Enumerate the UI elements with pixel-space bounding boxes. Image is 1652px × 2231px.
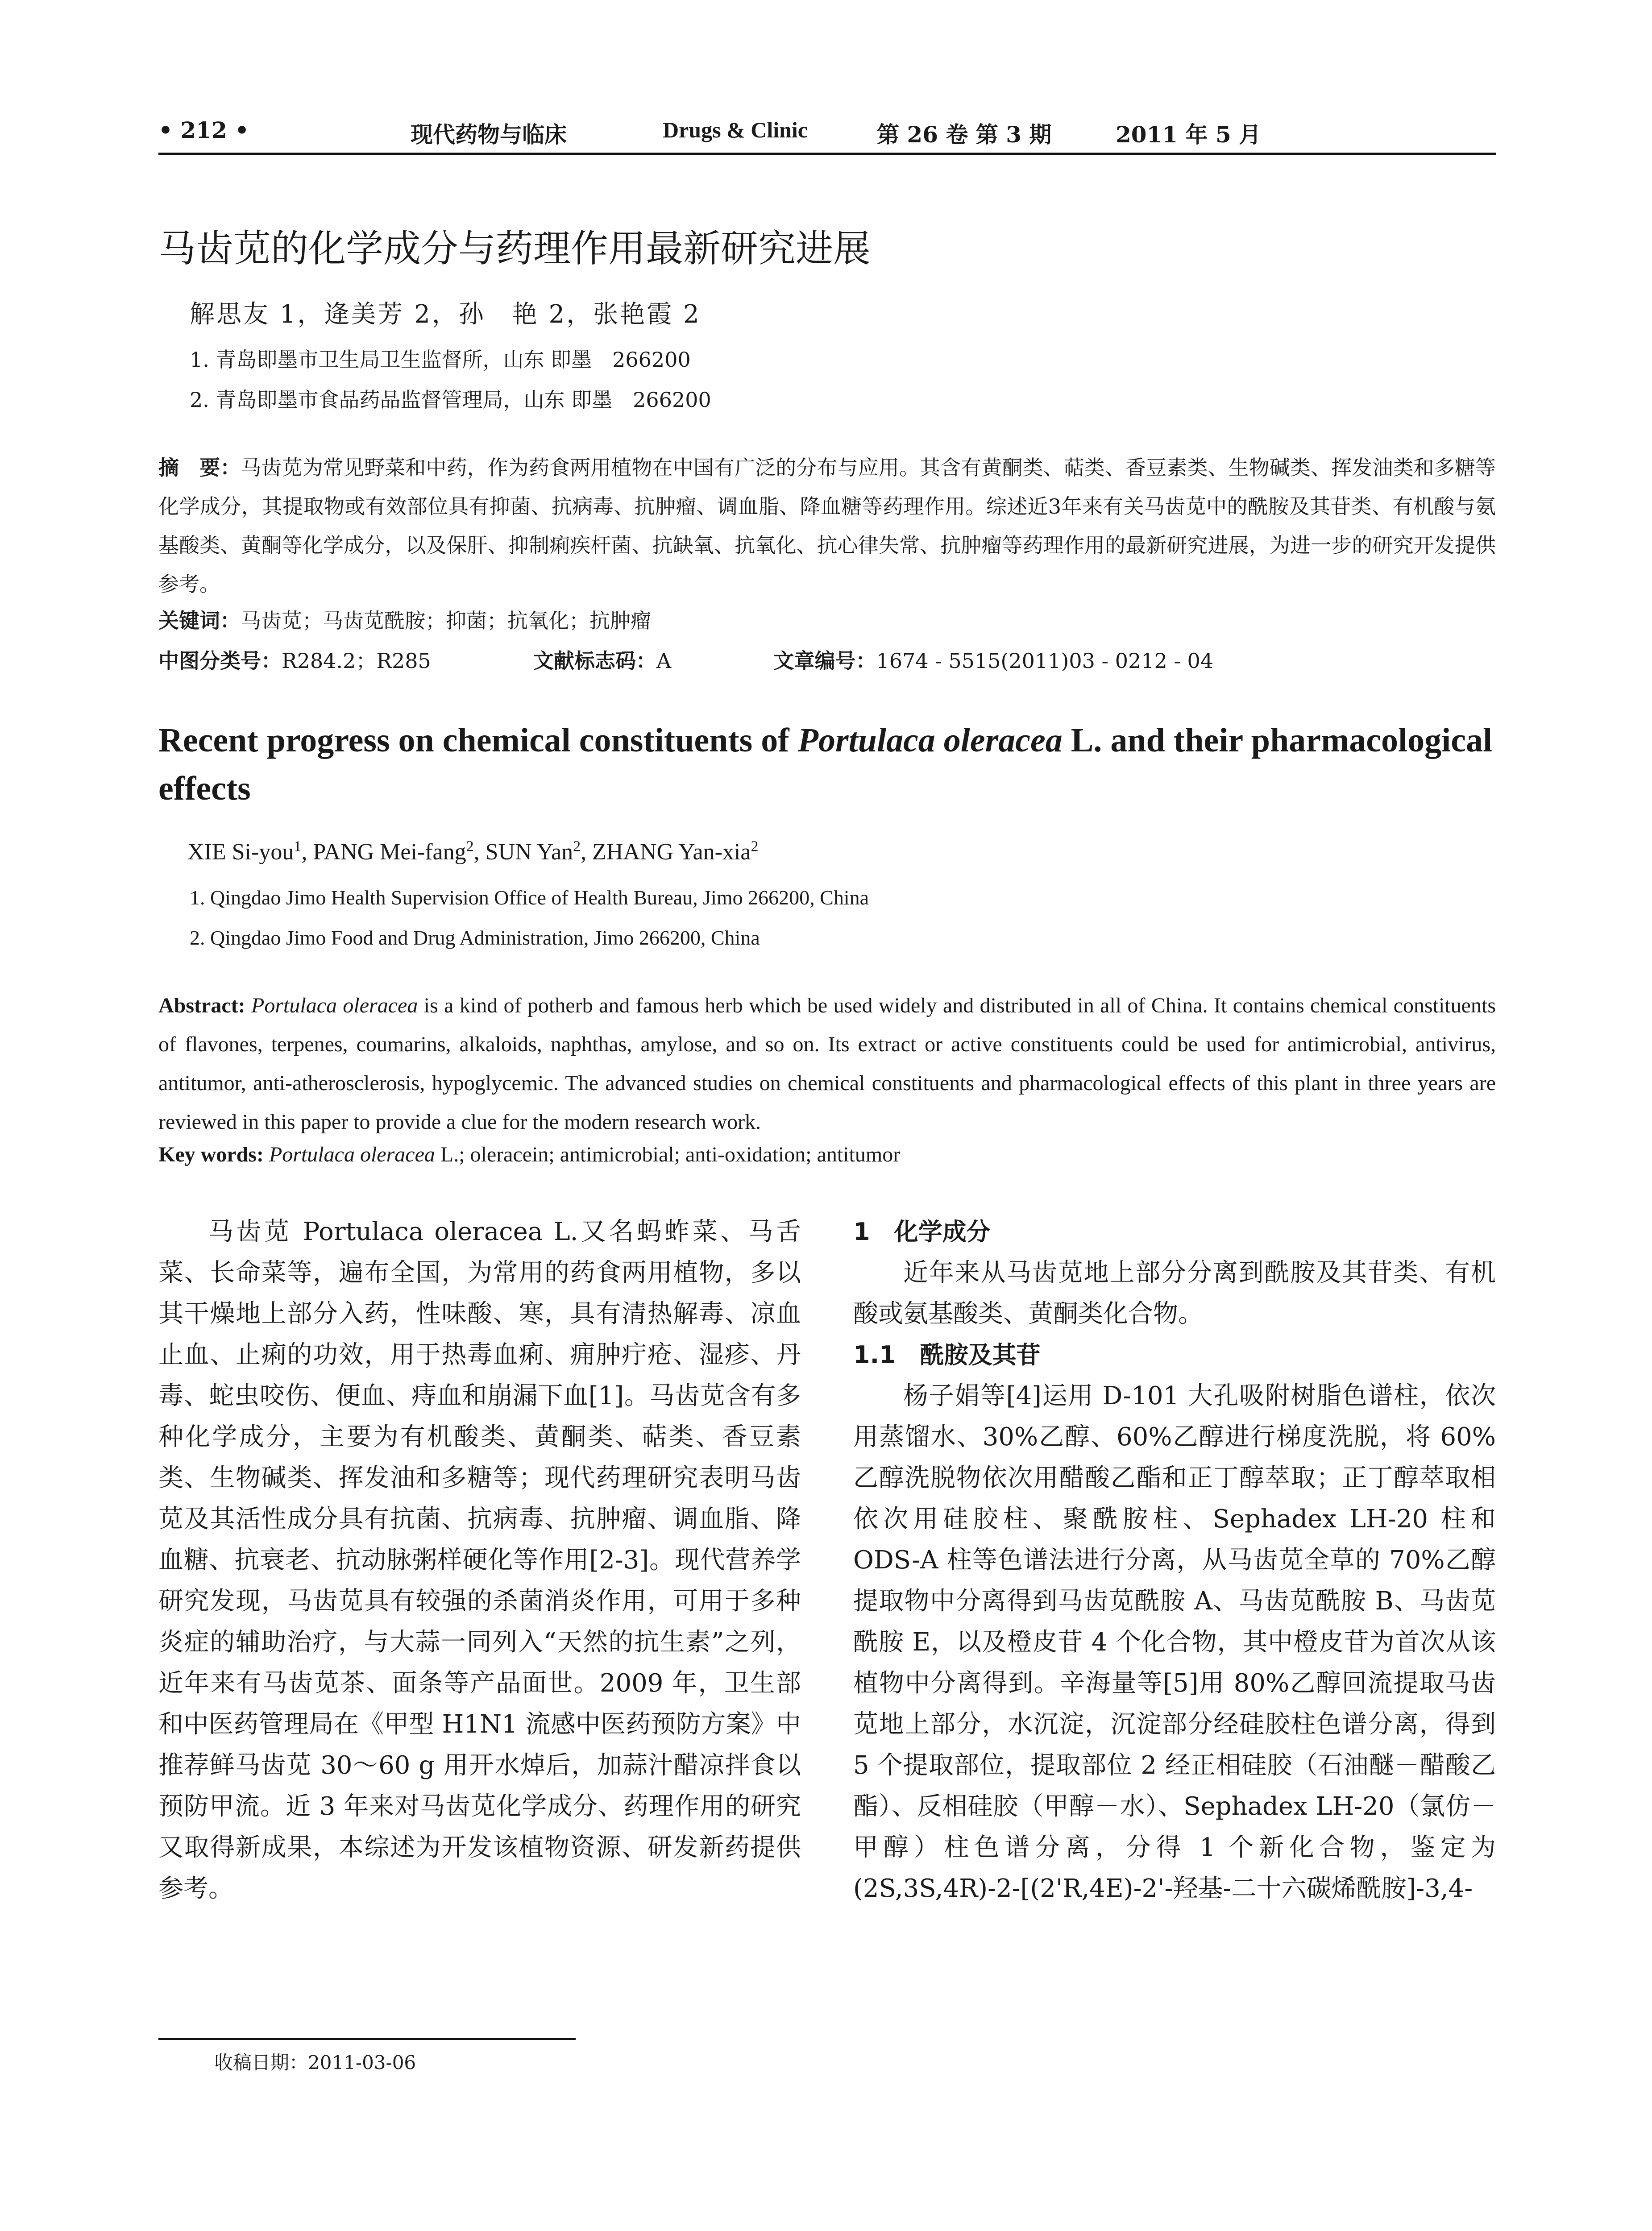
title-en-species: Portulaca oleracea	[797, 722, 1063, 759]
abstract-en-text: is a kind of potherb and famous herb which be used widely and distributed in all of China. It contains chemical constituents of flavones, terpenes, coumarins, alkaloids, naphthas, amylose, and so on. Its extract or active constituents could be used for antimicrobial, antivirus, antitumor, anti-atherosclerosis, hypoglycemic. The advanced studies on chemical constituents and pharmacological effects of this plant in three years are reviewed in this paper to provide a clue for the modern research work.	[158, 994, 1496, 1134]
affiliation-en-1: 1. Qingdao Jimo Health Supervision Office of Health Bureau, Jimo 266200, China	[190, 886, 869, 909]
title-en	[158, 716, 1496, 813]
journal-title-cn: 现代药物与临床	[411, 122, 567, 148]
volume-issue: 第 26 卷 第 3 期	[877, 121, 1052, 148]
affiliation-cn-2: 2. 青岛即墨市食品药品监督管理局，山东 即墨 266200	[190, 388, 711, 412]
abstract-cn-label: 摘 要：	[158, 456, 241, 480]
classification-line	[158, 645, 1213, 674]
keywords-cn-label: 关键词：	[158, 609, 241, 633]
keywords-cn	[158, 605, 651, 634]
keywords-en-label: Key words:	[158, 1143, 264, 1166]
section-1-1-heading: 1.1 酰胺及其苷	[853, 1341, 1041, 1369]
footnote-rule	[158, 2038, 576, 2040]
keywords-en-text: L.; oleracein; antimicrobial; anti-oxidation; antitumor	[435, 1143, 901, 1166]
title-en-part1: Recent progress on chemical constituents of	[158, 722, 798, 759]
authors-cn: 解思友 1，逄美芳 2，孙 艳 2，张艳霞 2	[190, 300, 701, 329]
intro-paragraph: 马齿苋 Portulaca oleracea L.又名蚂蚱菜、马舌菜、长命菜等，遍布全国，为常用的药食两用植物，多以其干燥地上部分入药，性味酸、寒，具有清热解毒、凉血止血、止痢的功效，用于热毒血痢、痈肿疔疮、湿疹、丹毒、蛇虫咬伤、便血、痔血和崩漏下血[1]。马齿苋含有多种化学成分，主要为有机酸类、黄酮类、萜类、香豆素类、生物碱类、挥发油和多糖等；现代药理研究表明马齿苋及其活性成分具有抗菌、抗病毒、抗肿瘤、调血脂、降血糖、抗衰老、抗动脉粥样硬化等作用[2-3]。现代营养学研究发现，马齿苋具有较强的杀菌消炎作用，可用于多种炎症的辅助治疗，与大蒜一同列入“天然的抗生素”之列，近年来有马齿苋茶、面条等产品面世。2009 年，卫生部和中医药管理局在《甲型 H1N1 流感中医药预防方案》中推荐鲜马齿苋 30～60 g 用开水焯后，加蒜汁醋凉拌食以预防甲流。近 3 年来对马齿苋化学成分、药理作用的研究又取得新成果，本综述为开发该植物资源、研发新药提供参考。	[158, 1217, 801, 1903]
doc-code-value: A	[656, 649, 672, 673]
section-1-heading: 1 化学成分	[853, 1218, 991, 1246]
clc-value: R284.2；R285	[282, 649, 431, 673]
abstract-en-label: Abstract:	[158, 994, 245, 1017]
issue-date: 2011 年 5 月	[1116, 121, 1262, 148]
section-1-1-paragraph: 杨子娟等[4]运用 D-101 大孔吸附树脂色谱柱，依次用蒸馏水、30%乙醇、60%乙醇进行梯度洗脱，将 60%乙醇洗脱物依次用醋酸乙酯和正丁醇萃取；正丁醇萃取相依次用硅胶柱、聚酰胺柱、Sephadex LH-20 柱和 ODS-A 柱等色谱法进行分离，从马齿苋全草的 70%乙醇提取物中分离得到马齿苋酰胺 A、马齿苋酰胺 B、马齿苋酰胺 E，以及橙皮苷 4 个化合物，其中橙皮苷为首次从该植物中分离得到。辛海量等[5]用 80%乙醇回流提取马齿苋地上部分，水沉淀，沉淀部分经硅胶柱色谱分离，得到 5 个提取部位，提取部位 2 经正相硅胶（石油醚－醋酸乙酯）、反相硅胶（甲醇－水）、Sephadex LH-20（氯仿－甲醇）柱色谱分离，分得 1 个新化合物，鉴定为 (2S,3S,4R)-2-[(2'R,4E)-2'-羟基-二十六碳烯酰胺]-3,4-	[853, 1381, 1496, 1903]
doc-code-label: 文献标志码：	[533, 649, 657, 673]
header-rule	[158, 153, 1496, 155]
clc-label: 中图分类号：	[158, 649, 282, 673]
abstract-cn	[158, 448, 1496, 604]
keywords-en-species: Portulaca oleracea	[269, 1143, 435, 1166]
abstract-en	[158, 986, 1496, 1141]
affiliation-en-2: 2. Qingdao Jimo Food and Drug Administration, Jimo 266200, China	[190, 926, 760, 949]
section-1-paragraph: 近年来从马齿苋地上部分分离到酰胺及其苷类、有机酸或氨基酸类、黄酮类化合物。	[853, 1258, 1496, 1328]
article-no-value: 1674 - 5515(2011)03 - 0212 - 04	[876, 649, 1214, 673]
received-date: 收稿日期：2011-03-06	[214, 2052, 416, 2073]
body-right-column	[853, 1211, 1496, 1909]
article-no-label: 文章编号：	[773, 649, 876, 673]
journal-title-en: Drugs & Clinic	[663, 117, 808, 142]
title-en-part2: L. and their pharmacological effects	[158, 722, 1493, 807]
keywords-cn-text: 马齿苋；马齿苋酰胺；抑菌；抗氧化；抗肿瘤	[241, 609, 651, 633]
abstract-en-species: Portulaca oleracea	[251, 994, 418, 1017]
page-number: • 212 •	[158, 117, 249, 143]
title-cn: 马齿苋的化学成分与药理作用最新研究进展	[158, 227, 871, 270]
abstract-cn-text: 马齿苋为常见野菜和中药，作为药食两用植物在中国有广泛的分布与应用。其含有黄酮类、萜类、香豆素类、生物碱类、挥发油类和多糖等化学成分，其提取物或有效部位具有抑菌、抗病毒、抗肿瘤、调血脂、降血糖等药理作用。综述近3年来有关马齿苋中的酰胺及其苷类、有机酸与氨基酸类、黄酮等化学成分，以及保肝、抑制痢疾杆菌、抗缺氧、抗氧化、抗心律失常、抗肿瘤等药理作用的最新研究进展，为进一步的研究开发提供参考。	[158, 456, 1496, 596]
affiliation-cn-1: 1. 青岛即墨市卫生局卫生监督所，山东 即墨 266200	[190, 348, 691, 372]
keywords-en	[158, 1142, 900, 1167]
body-left-column	[158, 1211, 801, 1909]
authors-en: XIE Si-you$^1$, PANG Mei-fang$^2$, SUN Yan$^2$, ZHANG Yan-xia$^2$	[187, 838, 759, 865]
